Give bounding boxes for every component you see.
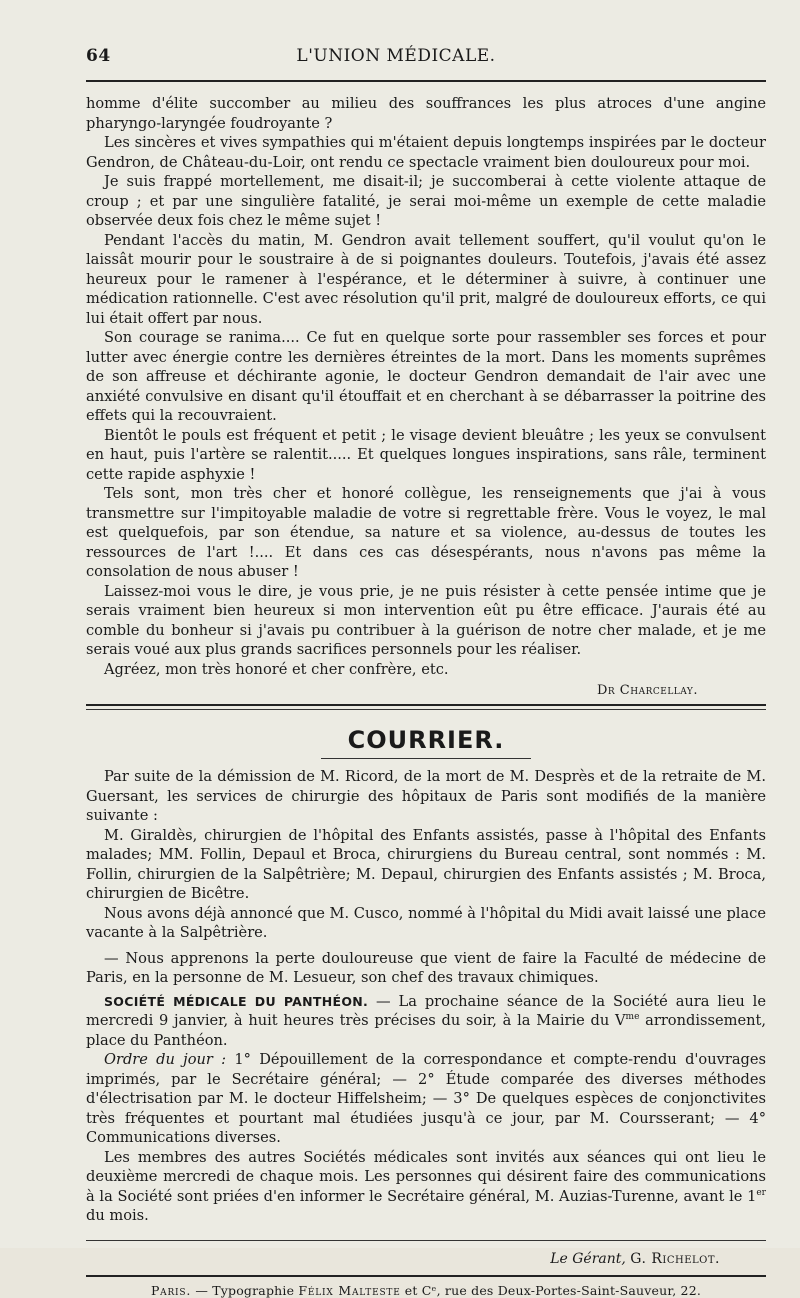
letter-body [86, 94, 766, 679]
gerant-label: Le Gérant, [550, 1250, 626, 1267]
ordre-paragraph [86, 1050, 766, 1148]
page-header [86, 46, 766, 76]
letter-paragraph: Agréez, mon très honoré et cher confrère, etc. [104, 660, 449, 678]
imprint-line [86, 1283, 766, 1298]
courrier-body [86, 767, 766, 1226]
courrier-paragraph: — Nous apprenons la perte douloureuse que vient de faire la Faculté de médecine de Paris, en la personne de M. Lesueur, son chef des travaux chimiques. [86, 949, 766, 986]
imprint-text-2: et Cᵉ, rue des Deux-Portes-Saint-Sauveur, 22. [400, 1282, 702, 1298]
gerant-line [86, 1251, 766, 1267]
membres-text-after: du mois. [86, 1207, 149, 1224]
gerant-name: G. Richelot. [630, 1250, 720, 1267]
letter-paragraph: Bientôt le pouls est fréquent et petit ; le visage devient bleuâtre ; les yeux se convulsent en haut, puis l'artère se ralentit..... Et quelques longues inspirations, sans râle, terminent cette rapide asphyxie ! [86, 426, 766, 483]
courrier-paragraph: Par suite de la démission de M. Ricord, de la mort de M. Desprès et de la retraite de M. Guersant, les services de chirurgie des hôpitaux de Paris sont modifiés de la manière suivante : [86, 768, 766, 824]
letter-paragraph: Je suis frappé mortellement, me disait-il; je succomberai à cette violente attaque de croup ; et par une singulière fatalité, je serai moi-même un exemple de cette maladie observée deux fois chez le même sujet ! [86, 173, 766, 229]
imprint-text-1: — Typographie [191, 1282, 299, 1298]
societe-text-before: — La prochaine séance de la Société aura lieu le mercredi 9 janvier, à huit heures très précises du soir, à la Mairie du V [86, 992, 766, 1029]
letter-signature: Dr Charcellay. [596, 683, 698, 698]
imprint-rule [86, 1275, 766, 1277]
societe-superscript: me [625, 1012, 640, 1023]
journal-title: L'UNION MÉDICALE. [296, 46, 496, 66]
membres-text-before: Les membres des autres Sociétés médicales sont invités aux séances qui ont lieu le deuxième mercredi de chaque mois. Les personnes qui désirent faire des communications à la Société sont priées d'en informer le Secrétaire général, M. Auzias-Turenne, avant le 1 [86, 1148, 766, 1205]
imprint-city: Paris. [150, 1282, 192, 1298]
courrier-paragraph: Nous avons déjà annoncé que M. Cusco, nommé à l'hôpital du Midi avait laissé une place vacante à la Salpêtrière. [86, 904, 766, 941]
imprint-printer: Félix Malteste [298, 1282, 401, 1298]
letter-paragraph: homme d'élite succomber au milieu des souffrances les plus atroces d'une angine pharyngo-laryngée foudroyante ? [86, 95, 766, 132]
footer-rule [86, 1240, 766, 1241]
societe-paragraph [86, 992, 766, 1051]
letter-paragraph: Laissez-moi vous le dire, je vous prie, je ne puis résister à cette pensée intime que je serais vraiment bien heureux si mon intervention eût pu être efficace. J'aurais été au comble du bonheur si j'avais pu contribuer à la guérison de notre cher malade, et je me serais voué aux plus grands sacrifices personnels pour les réaliser. [86, 582, 766, 658]
letter-paragraph: Tels sont, mon très cher et honoré collègue, les renseignements que j'ai à vous transmettre sur l'impitoyable maladie de votre si regrettable frère. Vous le voyez, le mal est quelquefois, par son étendue, sa nature et sa violence, au-dessus de toutes les ressources de l'art !.... Et dans ces cas désespérants, nous n'avons pas même la consolation de nous abuser ! [86, 485, 766, 580]
title-underline [321, 758, 531, 759]
section-divider [86, 704, 766, 706]
membres-superscript: er [756, 1187, 766, 1198]
ordre-text: 1° Dépouillement de la correspondance et compte-rendu d'ouvrages imprimés, par le Secrétaire général; — 2° Étude comparée des diverses méthodes d'électrisation par M. le docteur Hiffelsheim; — 3° De quelques espèces de conjonctivites très fréquentes et pourtant mal étudiées jusqu'à ce jour, par M. Coursserant; — 4° Communications diverses. [86, 1051, 766, 1146]
courrier-paragraph: M. Giraldès, chirurgien de l'hôpital des Enfants assistés, passe à l'hôpital des Enfants malades; MM. Follin, Depaul et Broca, chirurgiens du Bureau central, sont nommés : M. Follin, chirurgien de la Salpêtrière; M. Depaul, chirurgien des Enfants assistés ; M. Broca, chirurgien de Bicêtre. [86, 826, 766, 902]
ordre-label: Ordre du jour : [104, 1051, 227, 1068]
societe-name: SOCIÉTÉ MÉDICALE DU PANTHÉON. [104, 993, 369, 1009]
membres-paragraph [86, 1148, 766, 1226]
letter-paragraph: Son courage se ranima.... Ce fut en quelque sorte pour rassembler ses forces et pour lutter avec énergie contre les dernières étreintes de la mort. Dans les moments suprêmes de son affreuse et déchirante agonie, le docteur Gendron demandait de l'air avec une anxiété convulsive en disant qu'il étouffait et en cherchant à se débarrasser la poitrine des effets qui la recouvraient. [86, 329, 766, 424]
societe-text-after: arrondissement, place du Panthéon. [86, 1012, 766, 1049]
courrier-title: COURRIER. [347, 726, 505, 754]
letter-paragraph: Pendant l'accès du matin, M. Gendron avait tellement souffert, qu'il voulut qu'on le laissât mourir pour le soustraire à de si poignantes douleurs. Toutefois, j'avais été assez heureux pour le ramener à l'espérance, et le déterminer à suivre, à continuer une médication rationnelle. C'est avec résolution qu'il prit, malgré de douloureux efforts, ce qui lui était offert par nous. [86, 231, 766, 327]
header-rule [86, 80, 766, 82]
section-divider-thin [86, 709, 766, 710]
page-number: 64 [86, 46, 111, 66]
letter-paragraph: Les sincères et vives sympathies qui m'étaient depuis longtemps inspirées par le docteur Gendron, de Château-du-Loir, ont rendu ce spectacle vraiment bien douloureux pour moi. [86, 134, 766, 171]
